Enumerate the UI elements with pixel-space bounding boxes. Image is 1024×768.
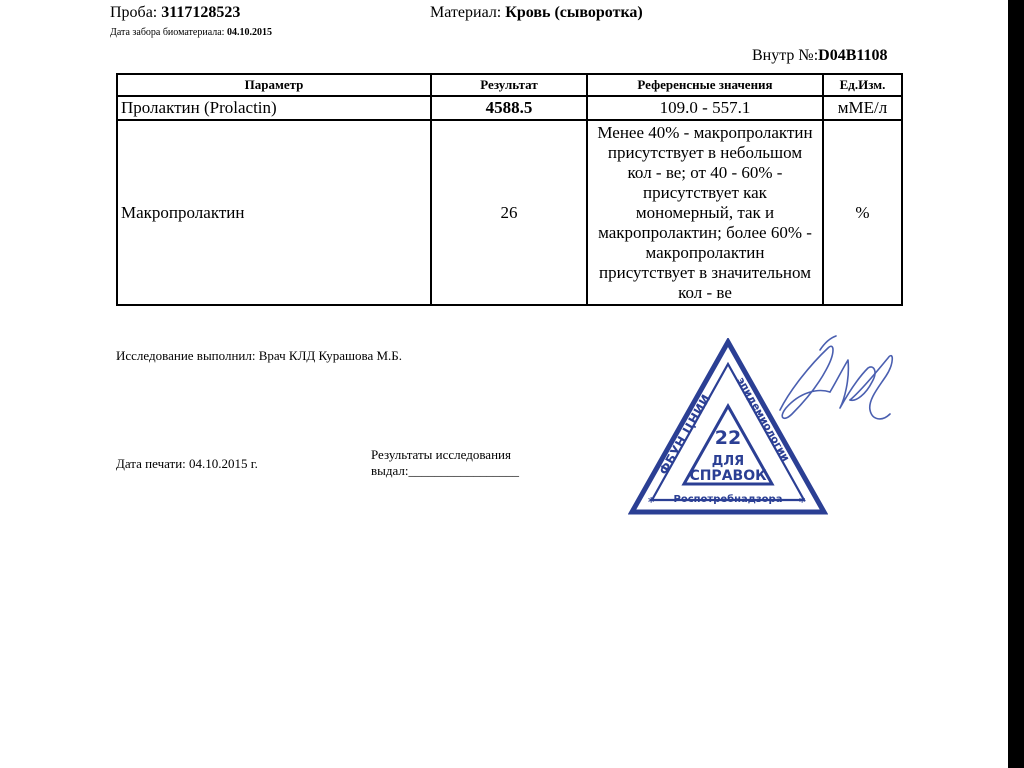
results-table	[116, 73, 903, 306]
print-date: Дата печати: 04.10.2015 г.	[116, 456, 258, 471]
reference-line: присутствует в небольшом	[607, 142, 803, 162]
reference-line: присутствует в значительном	[599, 262, 811, 282]
cell-unit: %	[823, 120, 902, 305]
material-label: Материал:	[430, 4, 502, 21]
stamp-star-left: *	[648, 495, 655, 509]
table-header-row	[117, 74, 902, 96]
table-row	[117, 120, 902, 305]
sample-number: 3117128523	[161, 4, 241, 21]
sample-label: Проба:	[110, 4, 158, 21]
handwritten-signature	[770, 330, 900, 430]
reference-line: Менее 40% - макропролактин	[597, 122, 813, 142]
cell-result: 4588.5	[431, 96, 587, 120]
collection-date-label: Дата забора биоматериала:	[110, 27, 225, 38]
stamp-bottom-text: Роспотребнадзора	[673, 494, 783, 505]
collection-date	[110, 27, 272, 38]
reference-line: макропролактин; более 60% -	[598, 222, 812, 242]
collection-date-value: 04.10.2015	[226, 27, 272, 38]
stamp-line1: ДЛЯ	[711, 454, 745, 469]
stamp-star-right: *	[799, 495, 806, 509]
material-value: Кровь (сыворотка)	[505, 4, 643, 21]
cell-parameter: Пролактин (Prolactin)	[117, 96, 431, 120]
cell-result: 26	[431, 120, 587, 305]
reference-line: макропролактин	[645, 242, 765, 262]
internal-number-label: Внутр №:	[752, 47, 819, 64]
material-field	[430, 4, 643, 22]
header-reference: Референсные значения	[587, 74, 823, 96]
stamp-line2: СПРАВОК	[689, 468, 767, 484]
internal-number	[752, 47, 887, 65]
cell-reference-multiline	[587, 120, 823, 305]
scrollbar-strip	[1008, 0, 1024, 768]
header-unit: Ед.Изм.	[823, 74, 902, 96]
cell-reference: 109.0 - 557.1	[587, 96, 823, 120]
reference-line: кол - ве; от 40 - 60% -	[627, 162, 783, 182]
cell-unit: мМЕ/л	[823, 96, 902, 120]
reference-line: присутствует как	[643, 182, 767, 202]
stamp-number: 22	[714, 427, 742, 449]
table-row	[117, 96, 902, 120]
sample-field	[110, 4, 240, 22]
issued-line: Результаты исследования	[371, 447, 511, 462]
reference-line: кол - ве	[678, 282, 732, 302]
header-result: Результат	[431, 74, 587, 96]
stamp-left-text: ФБУН ЦНИИ	[656, 391, 714, 478]
stamp-right-text: эпидемиологии	[734, 375, 792, 464]
header-parameter: Параметр	[117, 74, 431, 96]
performed-by: Исследование выполнил: Врач КЛД Курашова М.Б.	[116, 348, 403, 363]
cell-parameter: Макропролактин	[117, 120, 431, 305]
issued-line: выдал:_________________	[371, 463, 519, 478]
reference-line: мономерный, так и	[635, 202, 775, 222]
internal-number-value: D04B1108	[818, 47, 888, 64]
issued-by	[371, 447, 519, 479]
